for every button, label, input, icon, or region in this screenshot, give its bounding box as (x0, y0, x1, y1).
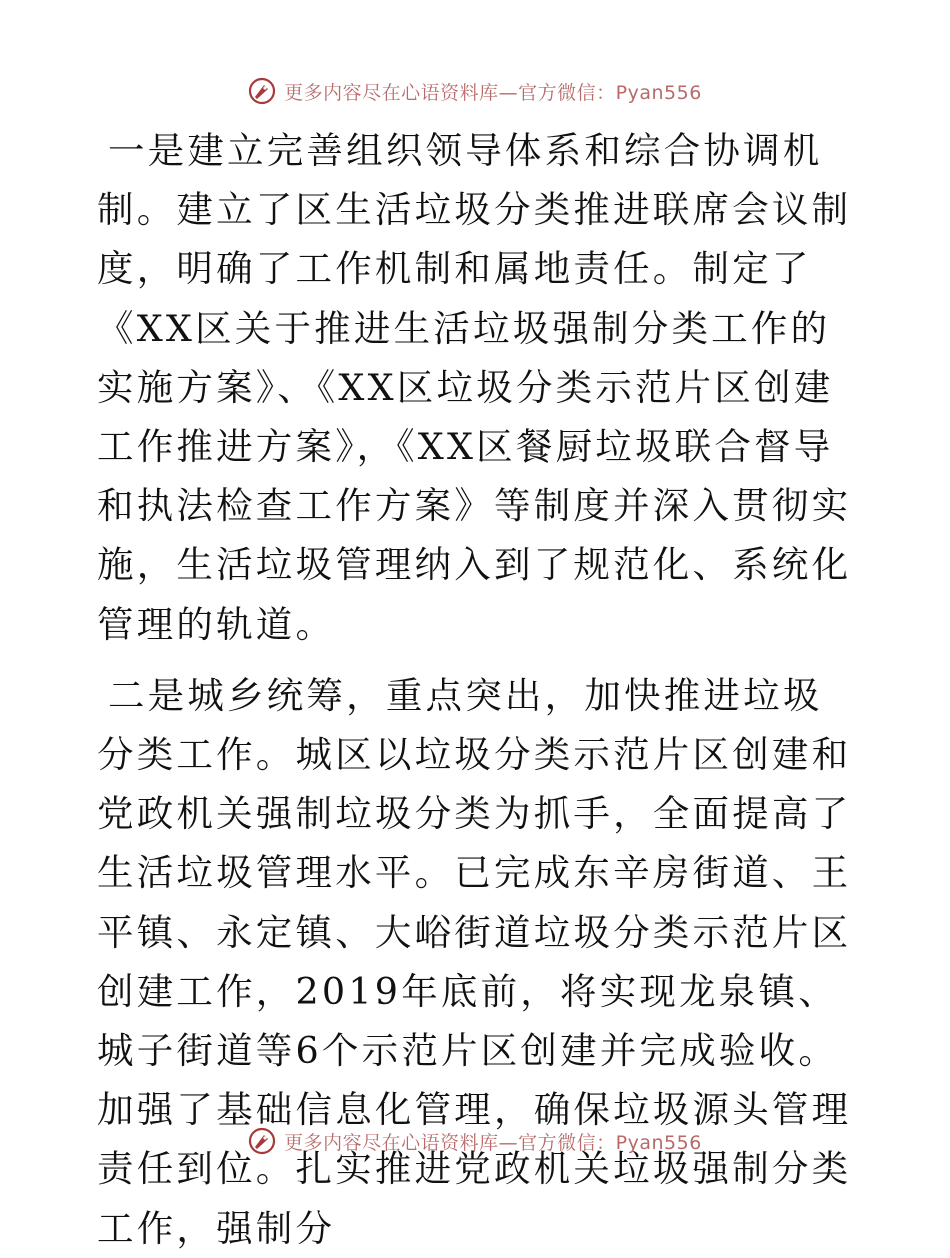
pen-nib-logo-icon (248, 1127, 276, 1155)
footer-banner-text: 更多内容尽在心语资料库—官方微信：Pyan556 (284, 1131, 702, 1154)
paragraph-2: 二是城乡统筹，重点突出，加快推进垃圾分类工作。城区以垃圾分类示范片区创建和党政机关强制垃圾分类为抓手，全面提高了生活垃圾管理水平。已完成东辛房街道、王平镇、永定镇、大峪街道垃圾分类示范片区创建工作，2019年底前，将实现龙泉镇、城子街道等6个示范片区创建并完成验收。加强了基础信息化管理，确保垃圾源头管理责任到位。扎实推进党政机关垃圾强制分类工作，强制分 (97, 673, 852, 1250)
header-banner (0, 71, 950, 111)
pen-nib-logo-icon (248, 77, 276, 105)
footer-banner (0, 1121, 950, 1161)
header-banner-text: 更多内容尽在心语资料库—官方微信：Pyan556 (284, 81, 702, 104)
paragraph-1: 一是建立完善组织领导体系和综合协调机制。建立了区生活垃圾分类推进联席会议制度，明确了工作机制和属地责任。制定了《XX区关于推进生活垃圾强制分类工作的实施方案》、《XX区垃圾分类示范片区创建工作推进方案》，《XX区餐厨垃圾联合督导和执法检查工作方案》等制度并深入贯彻实施，生活垃圾管理纳入到了规范化、系统化管理的轨道。 (97, 129, 852, 646)
document-body (97, 121, 862, 1258)
